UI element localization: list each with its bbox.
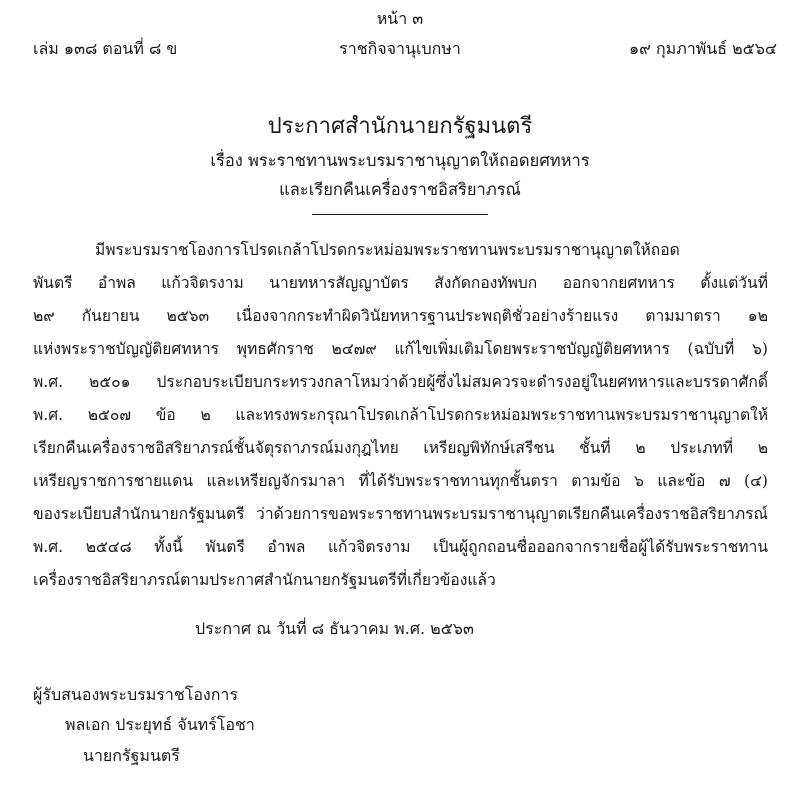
countersign-label: ผู้รับสนองพระบรมราชโองการ (33, 685, 238, 704)
volume-issue: เล่ม ๑๓๘ ตอนที่ ๘ ข (33, 39, 178, 58)
body-line: เหรียญราชการชายแดน และเหรียญจักรมาลา ที่ได้รับพระราชทานทุกชั้นตรา ตามข้อ ๖ และข้อ ๗ (๔) (33, 472, 768, 490)
publication-date: ๑๙ กุมภาพันธ์ ๒๕๖๔ (629, 39, 777, 58)
body-line: พ.ศ. ๒๕๐๑ ประกอบระเบียบกระทรวงกลาโหมว่าด้วยผู้ซึ่งไม่สมควรจะดำรงอยู่ในยศทหารและบรรดาศักดิ์ (33, 373, 768, 391)
announcement-subject-continued: และเรียกคืนเครื่องราชอิสริยาภรณ์ (279, 180, 521, 199)
body-line: แห่งพระราชบัญญัติยศทหาร พุทธศักราช ๒๔๗๙ แก้ไขเพิ่มเติมโดยพระราชบัญญัติยศทหาร (ฉบับที่ ๖) (33, 340, 768, 358)
body-line: ๒๙ กันยายน ๒๕๖๓ เนื่องจากกระทำผิดวินัยทหารฐานประพฤติชั่วอย่างร้ายแรง ตามมาตรา ๑๒ (33, 307, 768, 325)
announcement-date: ประกาศ ณ วันที่ ๘ ธันวาคม พ.ศ. ๒๕๖๓ (195, 619, 474, 638)
gazette-name: ราชกิจจานุเบกษา (339, 39, 461, 58)
body-line: ของระเบียบสำนักนายกรัฐมนตรี ว่าด้วยการขอพระราชทานพระบรมราชานุญาตเรียกคืนเครื่องราชอิสริยาภรณ์ (33, 505, 768, 523)
body-line: พ.ศ. ๒๕๔๘ ทั้งนี้ พันตรี อำพล แก้วจิตรงาม เป็นผู้ถูกถอนชื่อออกจากรายชื่อผู้ได้รับพระราชทาน (33, 538, 768, 556)
body-line: เครื่องราชอิสริยาภรณ์ตามประกาศสำนักนายกรัฐมนตรีที่เกี่ยวข้องแล้ว (33, 571, 496, 589)
body-line: มีพระบรมราชโองการโปรดเกล้าโปรดกระหม่อมพระราชทานพระบรมราชานุญาตให้ถอด (95, 241, 680, 259)
body-line: พ.ศ. ๒๕๐๗ ข้อ ๒ และทรงพระกรุณาโปรดเกล้าโปรดกระหม่อมพระราชทานพระบรมราชานุญาตให้ (33, 406, 768, 424)
announcement-subject: เรื่อง พระราชทานพระบรมราชานุญาตให้ถอดยศทหาร (210, 151, 590, 170)
page-number: หน้า ๓ (376, 9, 424, 28)
signatory-position: นายกรัฐมนตรี (83, 746, 180, 765)
announcement-title: ประกาศสำนักนายกรัฐมนตรี (267, 114, 533, 139)
body-line: พันตรี อำพล แก้วจิตรงาม นายทหารสัญญาบัตร สังกัดกองทัพบก ออกจากยศทหาร ตั้งแต่วันที่ (33, 274, 768, 292)
body-line: เรียกคืนเครื่องราชอิสริยาภรณ์ชั้นจัตุรถาภรณ์มงกุฎไทย เหรียญพิทักษ์เสรีชน ชั้นที่ ๒ ประเภทที่ ๒ (33, 439, 768, 457)
title-divider (312, 214, 488, 215)
gazette-header (0, 37, 800, 63)
signatory-name: พลเอก ประยุทธ์ จันทร์โอชา (65, 715, 255, 734)
